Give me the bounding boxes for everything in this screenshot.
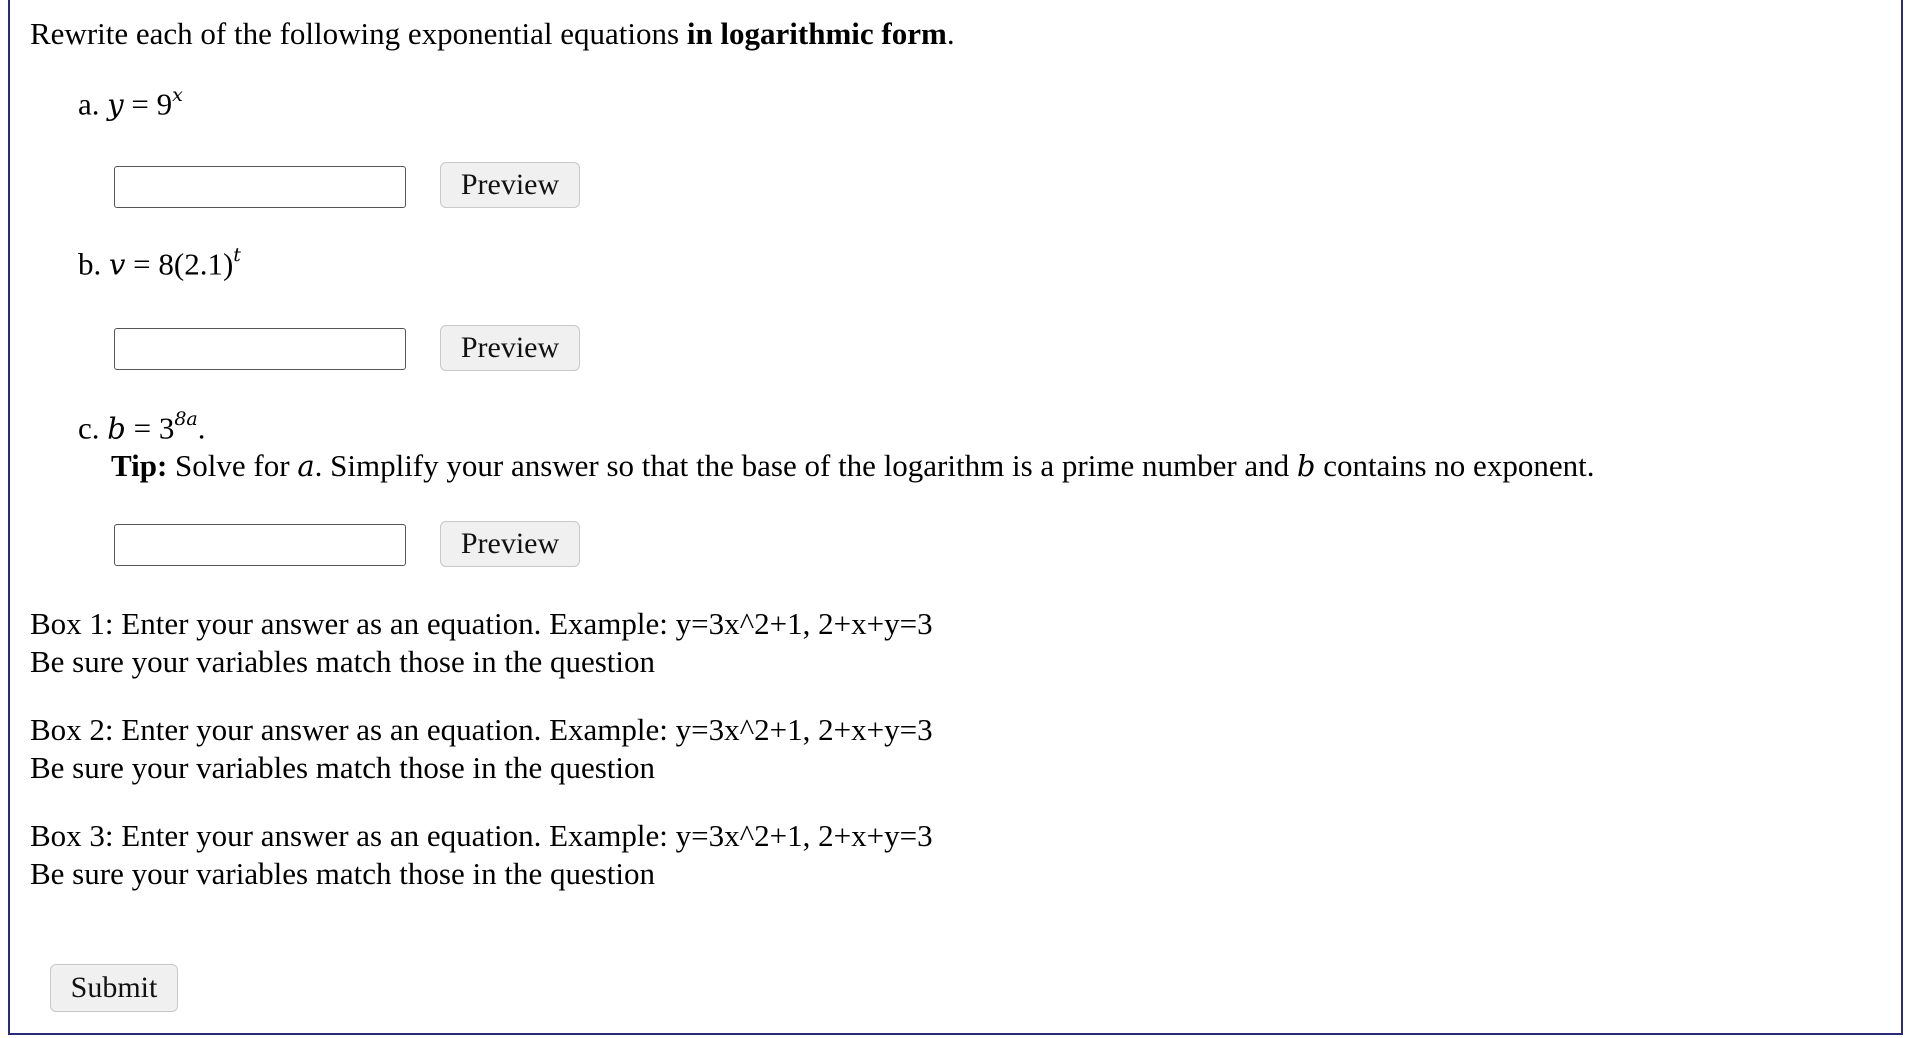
part-c-preview-button[interactable]: Preview (440, 521, 580, 567)
box-1-note: Box 1: Enter your answer as an equation. Example: y=3x^2+1, 2+x+y=3 Be sure your variables match those in the question (30, 606, 933, 679)
part-b-equation: b. $v = 8(2.1)^t$ (78, 244, 241, 282)
box-3-note: Box 3: Enter your answer as an equation. Example: y=3x^2+1, 2+x+y=3 Be sure your variables match those in the question (30, 818, 933, 891)
submit-button[interactable]: Submit (50, 964, 178, 1012)
part-a-preview-button[interactable]: Preview (440, 162, 580, 208)
part-b-answer-input[interactable] (114, 328, 406, 370)
part-b-preview-button[interactable]: Preview (440, 325, 580, 371)
part-c-tip: Tip: Solve for a. Simplify your answer so that the base of the logarithm is a prime number and b contains no exponent. (111, 448, 1595, 483)
part-c-equation: c. $b = 3^{8a}$. (78, 408, 206, 446)
part-a-answer-input[interactable] (114, 166, 406, 208)
problem-statement: Rewrite each of the following exponential equations in logarithmic form. (30, 16, 955, 51)
box-2-note: Box 2: Enter your answer as an equation. Example: y=3x^2+1, 2+x+y=3 Be sure your variables match those in the question (30, 712, 933, 785)
part-a-equation: a. y = 9$^x$ (78, 84, 183, 122)
part-c-answer-input[interactable] (114, 524, 406, 566)
